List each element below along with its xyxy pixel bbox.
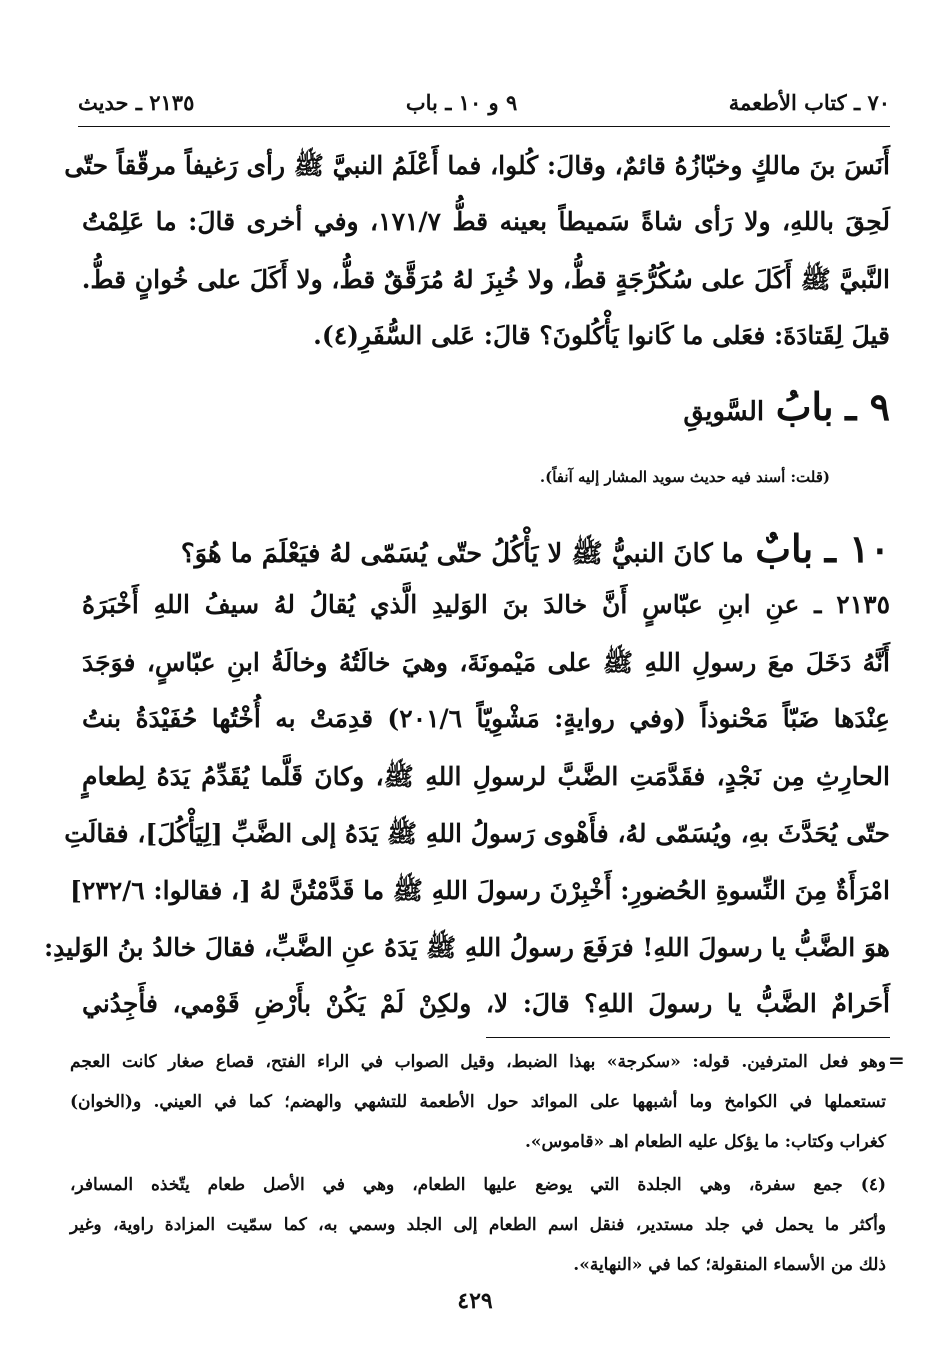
footnote-4-line-1: (٤) جمع سفرة، وهي الجلدة التي يوضع عليها الطعام، وهي في الأصل طعام يتّخذه المسافر، [70, 1175, 886, 1195]
footnote-cont-line-3: كغراب وكتاب: ما يؤكل عليه الطعام اهـ «قاموس». [524, 1132, 886, 1152]
bab-10-word: بابٌ [755, 526, 814, 571]
hadith-line-4: الحارِثِ مِن نَجْدٍ، فقَدَّمَتِ الضَّبَّ لرسولِ اللهِ ﷺ، وكانَ قَلَّما يُقَدِّمُ يَدَهُ لِطعامٍ [82, 762, 890, 791]
intro-line-1: أَنَسَ بنَ مالكٍ وخبّازُهُ قائمٌ، وقالَ: كُلوا، فما أَعْلَمُ النبيَّ ﷺ رأى رَغيفاً مرقّقاً حتّى [64, 151, 890, 180]
hadith-line-6: امْرَأَةٌ مِنَ النِّسوةِ الحُضورِ: أَخْبِرْنَ رسولَ اللهِ ﷺ ما قَدَّمْتُنَّ لهُ [، فقالوا: ٢٣٢/٦] [70, 876, 890, 905]
header-hadith-number: ٢١٣٥ ـ حديث [78, 89, 195, 115]
bab-10-number: ١٠ ـ [824, 526, 890, 571]
bab-10-heading [181, 526, 890, 575]
header-chapter: ٧٠ ـ كتاب الأطعمة [728, 89, 890, 115]
footnote-cont-line-2: تستعملها في الكوامخ وما أشبهها على الموائد حول الأطعمة للتشهي والهضم؛ كما في العيني. و(الخوان) [70, 1092, 886, 1112]
header-section: ٩ و ١٠ ـ باب [405, 89, 518, 115]
bab-9-title: السَّويقِ [683, 397, 765, 427]
hadith-line-2: أَنَّهُ دَخَلَ معَ رسولِ اللهِ ﷺ على مَيْمونَةَ، وهيَ خالَتُهُ وخالَةُ ابنِ عبّاسٍ، فوَجَدَ [82, 648, 890, 677]
editor-note: (قلت: أسند فيه حديث سويد المشار إليه آنفاً). [539, 468, 830, 486]
footnote-4-line-2: وأكثر ما يحمل في جلد مستدير، فنقل اسم الطعام إلى الجلد وسمي به، كما سمّيت المزادة راوية، وغير [70, 1215, 886, 1235]
bab-9-word: بابُ [775, 384, 834, 429]
bab-9-heading [683, 384, 890, 429]
hadith-line-7: هوَ الضَّبُّ يا رسولَ اللهِ! فرَفَعَ رسولُ اللهِ ﷺ يَدَهُ عنِ الضَّبِّ، فقالَ خالدُ بنُ الوَليدِ: [43, 933, 890, 962]
footnote-divider [486, 1037, 890, 1038]
footnote-continuation-mark: = [888, 1048, 905, 1072]
footnote-4-line-3: ذلك من الأسماء المنقولة؛ كما في «النهاية». [573, 1255, 886, 1275]
hadith-line-1: ٢١٣٥ ـ عنِ ابنِ عبّاسٍ أَنَّ خالدَ بنَ الوَليدِ الَّذي يُقالُ لهُ سيفُ اللهِ أَخْبَرَهُ [82, 590, 890, 619]
intro-line-2: لَحِقَ باللهِ، ولا رَأى شاةً سَميطاً بعينه قطُّ ١٧١/٧، وفي أخرى قالَ: ما عَلِمْتُ [82, 207, 891, 236]
hadith-line-8: أَحَرامٌ الضَّبُّ يا رسولَ اللهِ؟ قالَ: لا، ولكِنْ لَمْ يَكُنْ بأَرْضِ قَوْمي، فأَجِدُني [82, 989, 890, 1018]
running-header [78, 82, 890, 122]
bab-9-number: ٩ ـ [845, 384, 890, 429]
header-divider [78, 126, 890, 127]
hadith-line-5: حتّى يُحَدَّثَ بهِ، ويُسَمّى لهُ، فأَهْوى رَسولُ اللهِ ﷺ يَدَهُ إلى الضَّبِّ [لِيَأْكُلَ]، فقالَتِ [64, 819, 890, 848]
footnote-cont-line-1: وهو فعل المترفين. قوله: «سكرجة» بهذا الضبط، وقيل الصواب في الراء الفتح، قصاع صغار كانت العجم [70, 1052, 886, 1072]
intro-line-3: النَّبيَّ ﷺ أَكَلَ على سُكُرُّجَةٍ قطُّ، ولا خُبِزَ لهُ مُرَقَّقٌ قطُّ، ولا أَكَلَ على خُوانٍ قطُّ. [81, 265, 890, 294]
hadith-line-3: عِنْدَها ضَبّاً مَحْنوذاً (وفي روايةٍ: مَشْوِيّاً ٢٠١/٦) قدِمَتْ به أُخْتُها حُفَيْدَةُ بنتُ [82, 704, 890, 733]
page-number: ٤٢٩ [457, 1288, 493, 1314]
bab-10-title: ما كانَ النبيُّ ﷺ لا يَأْكُلُ حتّى يُسَمّى لهُ فيَعْلَمَ ما هُوَ؟ [180, 539, 744, 569]
intro-line-4: قيلَ لِقَتادَةَ: فعَلى ما كَانوا يَأْكُلونَ؟ قالَ: عَلى السُّفَرِ(٤). [313, 321, 890, 350]
